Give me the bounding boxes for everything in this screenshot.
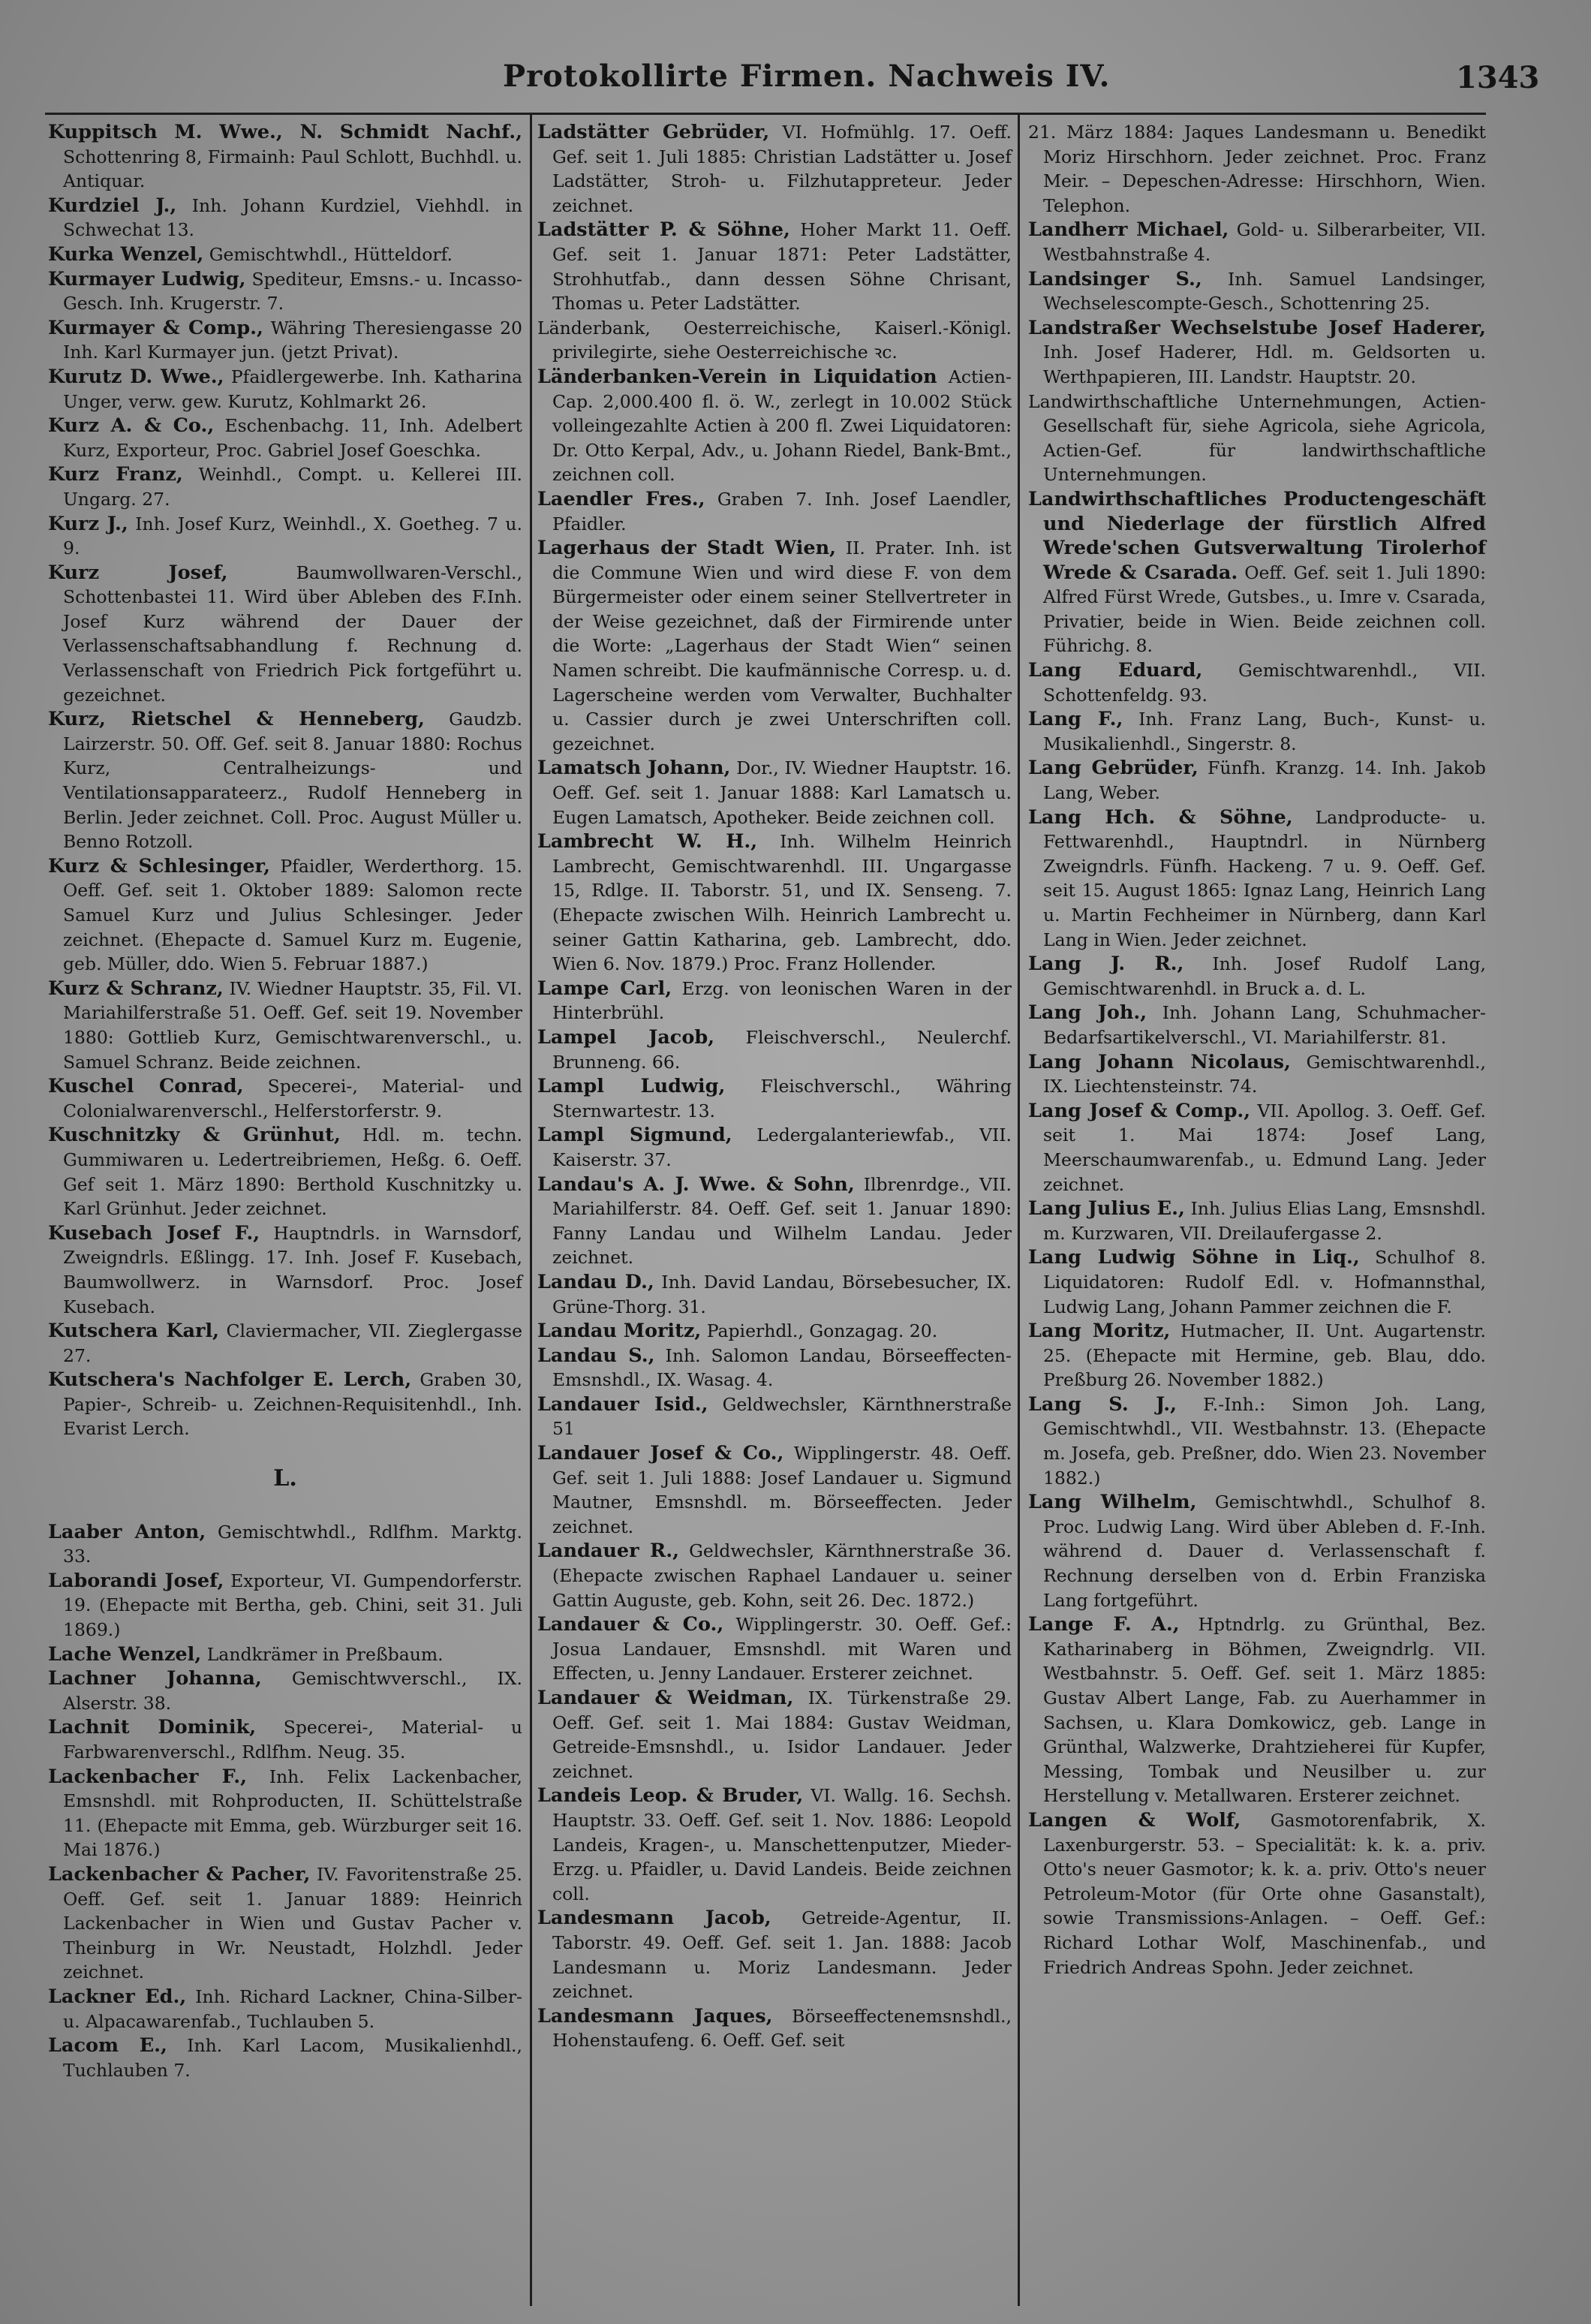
directory-entry <box>1028 1001 1486 1049</box>
directory-entry <box>48 977 522 1074</box>
firm-name: Lamatsch Johann, <box>537 757 731 780</box>
directory-entry <box>1028 1612 1486 1808</box>
entry-text: Hauptndrls. in Warnsdorf, Zweigndrls. Eßlingg. 17. Inh. Josef F. Kusebach, Baumwollwerz. in Warnsdorf. Proc. Josef Kusebach. <box>63 1222 522 1317</box>
entry-text: Hdl. m. techn. Gummiwaren u. Ledertreibriemen, Heßg. 6. Oeff. Gef seit 1. März 1890: Berthold Kuschnitzky u. Karl Grünhut. Jeder zeichnet. <box>63 1124 522 1220</box>
entry-text: Graben 30, Papier-, Schreib- u. Zeichnen-Requisitenhdl., Inh. Evarist Lerch. <box>63 1369 522 1440</box>
directory-entry <box>48 1985 522 2034</box>
entry-text: Inh. Salomon Landau, Börseeffecten-Emsnshdl., IX. Wasag. 4. <box>552 1344 1012 1391</box>
firm-name: Lache Wenzel, <box>48 1642 202 1666</box>
directory-entry <box>48 414 522 462</box>
entry-text: II. Prater. Inh. ist die Commune Wien und wird diese F. von dem Bürgermeister oder einem seiner Stellvertreter in der Weise gezeichnet, daß der Firmirende unter die Worte: „Lagerhaus der Stadt Wien“ seinen Namen schreibt. Die kaufmännische Corresp. u. d. Lagerscheine werden vom Verwalter, Buchhalter u. Cassier durch je zwei Unterschriften coll. gezeichnet. <box>552 537 1012 754</box>
entry-text: Inh. Richard Lackner, China-Silber- u. Alpacawarenfab., Tuchlauben 5. <box>63 1985 522 2032</box>
directory-entry <box>537 120 1012 218</box>
entry-text: Inh. Samuel Landsinger, Wechselescompte-Gesch., Schottenring 25. <box>1043 268 1486 315</box>
directory-entry <box>537 1270 1012 1319</box>
entry-text: Landproducte- u. Fettwarenhdl., Hauptndrl. in Nürnberg Zweigndrls. Fünfh. Hackeng. 7 u. 9. Oeff. Gef. seit 15. August 1865: Ignaz Lang, Heinrich Lang u. Martin Fechheimer in Nürnberg, dann Karl Lang in Wien. Jeder zeichnet. <box>1043 806 1486 950</box>
firm-name: Landau S., <box>537 1344 655 1367</box>
entry-text: Wipplingerstr. 30. Oeff. Gef.: Josua Landauer, Emsnshdl. mit Waren und Effecten, u. Jenny Landauer. Ersterer zeichnet. <box>552 1614 1012 1684</box>
directory-entry <box>48 1074 522 1123</box>
entry-text: Gaudzb. Lairzerstr. 50. Off. Gef. seit 8. Januar 1880: Rochus Kurz, Centralheizungs- und Ventilationsapparateerz., Rudolf Henneberg in Berlin. Jeder zeichnet. Coll. Proc. August Müller u. Benno Rotzoll. <box>63 709 522 853</box>
directory-entry <box>1028 1197 1486 1245</box>
firm-name: Lagerhaus der Stadt Wien, <box>537 537 836 560</box>
firm-name: Ladstätter Gebrüder, <box>537 121 770 143</box>
directory-entry <box>537 1344 1012 1392</box>
entry-text: IV. Favoritenstraße 25. Oeff. Gef. seit 1. Januar 1889: Heinrich Lackenbacher in Wien und Gustav Pacher v. Theinburg in Wr. Neustadt, Holzhdl. Jeder zeichnet. <box>63 1863 522 1983</box>
header-rule <box>45 113 1486 115</box>
entry-text: Hutmacher, II. Unt. Augartenstr. 25. (Ehepacte mit Hermine, geb. Blau, ddo. Preßburg 26. November 1882.) <box>1043 1320 1486 1391</box>
directory-entry <box>48 316 522 365</box>
entry-text: Gemischtwhdl., Hütteldorf. <box>209 243 453 265</box>
firm-name: Laendler Fres., <box>537 487 705 510</box>
entry-text: Specerei-, Material- u Farbwarenverschl., Rdlfhm. Neug. 35. <box>63 1717 523 1763</box>
entry-text: Inh. Franz Lang, Buch-, Kunst- u. Musikalienhdl., Singerstr. 8. <box>1043 709 1486 754</box>
firm-name: Kutschera Karl, <box>48 1320 220 1343</box>
firm-name: Lang Josef & Comp., <box>1028 1099 1251 1122</box>
entry-text: Fleischverschl., Währing Sternwartestr. 13. <box>552 1076 1012 1121</box>
firm-name: Lang S. J., <box>1028 1392 1177 1416</box>
directory-entry <box>537 829 1012 977</box>
entry-text: Inh. Josef Kurz, Weinhdl., X. Goetheg. 7 u. 9. <box>63 513 522 559</box>
directory-entry <box>1028 805 1486 953</box>
entry-text: Inh. Josef Haderer, Hdl. m. Geldsorten u. Werthpapieren, III. Landstr. Hauptstr. 20. <box>1043 342 1486 387</box>
firm-name: Kurmayer & Comp., <box>48 316 263 339</box>
directory-entry <box>537 977 1012 1025</box>
column-right <box>1028 120 1486 1979</box>
directory-entry <box>537 536 1012 756</box>
directory-entry <box>1028 120 1486 218</box>
firm-name: Lang Julius E., <box>1028 1197 1185 1221</box>
firm-name: Kurmayer Ludwig, <box>48 267 246 290</box>
firm-name: Lang J. R., <box>1028 953 1184 976</box>
firm-name: Kutschera's Nachfolger E. Lerch, <box>48 1368 412 1392</box>
directory-entry <box>537 1074 1012 1123</box>
firm-name: Lampl Sigmund, <box>537 1124 732 1147</box>
entry-text: Actien-Cap. 2,000.400 fl. ö. W., zerlegt in 10.002 Stück volleingezahlte Actien à 200 fl. Zwei Liquidatoren: Dr. Otto Kerpal, Adv., u. Johann Riedel, Bank-Bmt., zeichnen coll. <box>552 366 1012 486</box>
entry-text: Gemischtwhdl., Schulhof 8. Proc. Ludwig Lang. Wird über Ableben d. F.-Inh. während d. Dauer d. Verlassenschaft f. Rechnung derselben von d. Erbin Franziska Lang fortgeführt. <box>1043 1492 1486 1611</box>
directory-entry <box>1028 1245 1486 1319</box>
firm-name: Laaber Anton, <box>48 1520 206 1543</box>
entry-text: Eschenbachg. 11, Inh. Adelbert Kurz, Exporteur, Proc. Gabriel Josef Goeschka. <box>63 415 522 461</box>
entry-text: Inh. Julius Elias Lang, Emsnshdl. m. Kurzwaren, VII. Dreilaufergasse 2. <box>1043 1198 1486 1244</box>
firm-name: Lambrecht W. H., <box>537 830 758 853</box>
directory-entry <box>1028 1050 1486 1099</box>
entry-text: IX. Türkenstraße 29. Oeff. Gef. seit 1. Mai 1884: Gustav Weidman, Getreide-Emsnshdl., u. Isidor Landauer. Jeder zeichnet. <box>552 1687 1012 1782</box>
directory-entry <box>1028 1490 1486 1612</box>
firm-name: Lampel Jacob, <box>537 1025 715 1049</box>
firm-name: Landeis Leop. & Bruder, <box>537 1784 804 1808</box>
entry-text: Inh. Wilhelm Heinrich Lambrecht, Gemischtwarenhdl. III. Ungargasse 15, Rdlge. II. Taborstr. 51, und IX. Senseng. 7. (Ehepacte zwischen Wilh. Heinrich Lambrecht u. seiner Gattin Katharina, geb. Lambrecht, ddo. Wien 6. Nov. 1879.) Proc. Franz Hollender. <box>552 831 1012 975</box>
firm-name: Lacom E., <box>48 2034 167 2058</box>
directory-entry <box>1028 756 1486 805</box>
firm-name: Lang Wilhelm, <box>1028 1491 1197 1514</box>
firm-name: Kuschnitzky & Grünhut, <box>48 1124 341 1147</box>
firm-name: Ladstätter P. & Söhne, <box>537 218 790 242</box>
firm-name: Länderbanken-Verein in Liquidation <box>537 365 937 388</box>
entry-text: Landwirthschaftliche Unternehmungen, Actien-Gesellschaft für, siehe Agricola, siehe Agricola, Actien-Gef. für landwirthschaftliche Unternehmungen. <box>1028 390 1486 486</box>
entry-text: Gemischtwhdl., Rdlfhm. Marktg. 33. <box>63 1521 522 1567</box>
entry-text: Fünfh. Kranzg. 14. Inh. Jakob Lang, Weber. <box>1043 757 1486 804</box>
firm-name: Kurutz D. Wwe., <box>48 365 224 388</box>
firm-name: Kuschel Conrad, <box>48 1075 244 1098</box>
directory-entry <box>1028 658 1486 707</box>
directory-entry <box>1028 1099 1486 1197</box>
directory-entry <box>48 512 522 561</box>
entry-text: Schottenring 8, Firmainh: Paul Schlott, Buchhdl. u. Antiquar. <box>63 146 522 192</box>
entry-text: Baumwollwaren-Verschl., Schottenbastei 11. Wird über Ableben des F.Inh. Josef Kurz während der Dauer der Verlassenschaftsabhandlung f. Rechnung d. Verlassenschaft von Friedrich Pick fortgeführt u. gezeichnet. <box>63 561 522 706</box>
firm-name: Lang Ludwig Söhne in Liq., <box>1028 1246 1360 1269</box>
firm-name: Landstraßer Wechselstube Josef Haderer, <box>1028 316 1486 339</box>
entry-text: Ilbrenrdge., VII. Mariahilferstr. 84. Oeff. Gef. seit 1. Januar 1890: Fanny Landau und Wilhelm Landau. Jeder zeichnet. <box>552 1173 1012 1269</box>
firm-name: Lackenbacher F., <box>48 1765 247 1788</box>
entry-text: Wipplingerstr. 48. Oeff. Gef. seit 1. Juli 1888: Josef Landauer u. Sigmund Mautner, Emsnshdl. m. Börseeffecten. Jeder zeichnet. <box>552 1443 1012 1537</box>
firm-name: Laborandi Josef, <box>48 1569 224 1592</box>
directory-entry <box>48 1715 522 1764</box>
firm-name: Kurka Wenzel, <box>48 242 204 266</box>
firm-name: Lachnit Dominik, <box>48 1716 257 1739</box>
directory-entry <box>48 1319 522 1368</box>
directory-entry <box>537 2004 1012 2053</box>
entry-text: Schulhof 8. Liquidatoren: Rudolf Edl. v. Hofmannsthal, Ludwig Lang, Johann Pammer zeichnen die F. <box>1043 1247 1486 1317</box>
directory-entry <box>1028 952 1486 1001</box>
directory-entry <box>48 194 522 242</box>
entry-text: Ledergalanteriewfab., VII. Kaiserstr. 37. <box>552 1124 1012 1170</box>
entry-text: Spediteur, Emsns.- u. Incasso-Gesch. Inh. Krugerstr. 7. <box>63 268 522 315</box>
directory-entry <box>1028 1319 1486 1392</box>
directory-entry <box>537 1906 1012 2003</box>
directory-entry <box>1028 267 1486 316</box>
firm-name: Lackner Ed., <box>48 1985 187 2008</box>
firm-name: Lachner Johanna, <box>48 1667 262 1690</box>
entry-text: Pfaidler, Werderthorg. 15. Oeff. Gef. seit 1. Oktober 1889: Salomon recte Samuel Kurz und Julius Schlesinger. Jeder zeichnet. (Ehepacte d. Samuel Kurz m. Eugenie, geb. Müller, ddo. Wien 5. Februar 1887.) <box>63 855 522 975</box>
entry-text: Weinhdl., Compt. u. Kellerei III. Ungarg. 27. <box>63 464 522 510</box>
firm-name: Kurz A. & Co., <box>48 414 215 438</box>
firm-name: Lange F. A., <box>1028 1613 1180 1636</box>
entry-text: Inh. Josef Rudolf Lang, Gemischtwarenhdl. in Bruck a. d. L. <box>1043 953 1486 999</box>
firm-name: Lang Gebrüder, <box>1028 757 1199 780</box>
firm-name: Lang Eduard, <box>1028 659 1203 682</box>
firm-name: Lang Hch. & Söhne, <box>1028 805 1293 829</box>
firm-name: Kusebach Josef F., <box>48 1221 260 1245</box>
entry-text: Inh. David Landau, Börsebesucher, IX. Grüne-Thorg. 31. <box>552 1271 1012 1317</box>
directory-entry <box>1028 390 1486 487</box>
entry-text: Länderbank, Oesterreichische, Kaiserl.-Königl. privilegirte, siehe Oesterreichische ꝛc. <box>537 317 1012 363</box>
firm-name: Landauer Josef & Co., <box>537 1442 784 1465</box>
firm-name: Kurdziel J., <box>48 194 177 217</box>
firm-name: Kurz & Schranz, <box>48 977 224 1000</box>
entry-text: Inh. Johann Kurdziel, Viehhdl. in Schwechat 13. <box>63 194 522 241</box>
firm-name: Kurz Josef, <box>48 561 228 584</box>
directory-entry <box>537 1441 1012 1539</box>
firm-name: Lang F., <box>1028 708 1123 731</box>
directory-entry <box>48 1368 522 1441</box>
entry-text: Exporteur, VI. Gumpendorferstr. 19. (Ehepacte mit Bertha, geb. Chini, seit 31. Juli 1869.) <box>63 1570 522 1641</box>
entry-text: Graben 7. Inh. Josef Laendler, Pfaidler. <box>552 488 1012 534</box>
entry-text: Gemischtwarenhdl., IX. Liechtensteinstr. 74. <box>1043 1051 1486 1097</box>
entry-text: Fleischverschl., Neulerchf. Brunneng. 66. <box>552 1026 1012 1073</box>
entry-text: Hptndrlg. zu Grünthal, Bez. Katharinaberg in Böhmen, Zweigndrlg. VII. Westbahnstr. 5. Oeff. Gef. seit 1. März 1885: Gustav Albert Lange, Fab. zu Auerhammer in Sachsen, u. Klara Domkowicz, geb. Lange in Grünthal, Walzwerke, Drahtzieherei für Kupfer, Messing, Tombak und Neusilber u. zur Herstellung v. Metallwaren. Ersterer zeichnet. <box>1043 1614 1486 1807</box>
entry-text: Inh. Felix Lackenbacher, Emsnshdl. mit Rohproducten, II. Schüttelstraße 11. (Ehepacte mit Emma, geb. Würzburger seit 16. Mai 1876.) <box>63 1766 522 1861</box>
entry-text: Getreide-Agentur, II. Taborstr. 49. Oeff. Gef. seit 1. Jan. 1888: Jacob Landesmann u. Moriz Landesmann. Jeder zeichnet. <box>552 1907 1012 2003</box>
directory-entry <box>48 707 522 854</box>
directory-entry <box>537 1686 1012 1784</box>
entry-text: Gasmotorenfabrik, X. Laxenburgerstr. 53. – Specialität: k. k. a. priv. Otto's neuer Gasmotor; k. k. a. priv. Otto's neuer Petroleum-Motor (für Orte ohne Gasanstalt), sowie Transmissions-Anlagen. – Oeff. Gef.: Richard Lothar Wolf, Maschinenfab., und Friedrich Andreas Spohn. Jeder zeichnet. <box>1043 1809 1486 1978</box>
directory-entry <box>1028 1808 1486 1979</box>
entry-text: Landkrämer in Preßbaum. <box>206 1643 444 1665</box>
entry-text: IV. Wiedner Hauptstr. 35, Fil. VI. Mariahilferstraße 51. Oeff. Gef. seit 19. November 1880: Gottlieb Kurz, Gemischtwarenverschl., u. Samuel Schranz. Beide zeichnen. <box>63 977 522 1073</box>
directory-entry <box>537 1319 1012 1344</box>
running-head: Protokollirte Firmen. Nachweis IV. <box>503 59 1111 94</box>
firm-name: Landauer & Weidman, <box>537 1687 794 1709</box>
column-middle <box>537 120 1012 2053</box>
firm-name: Landesmann Jacob, <box>537 1907 771 1930</box>
firm-name: Kurz J., <box>48 512 128 535</box>
entry-text: Inh. Karl Lacom, Musikalienhdl., Tuchlauben 7. <box>63 2035 522 2081</box>
directory-entry <box>48 1221 522 1319</box>
directory-entry <box>537 1392 1012 1441</box>
firm-name: Landesmann Jaques, <box>537 2004 773 2027</box>
column-divider <box>1018 114 1020 2306</box>
firm-name: Kurz, Rietschel & Henneberg, <box>48 708 425 731</box>
firm-name: Landau D., <box>537 1270 654 1293</box>
entry-text: VII. Apollog. 3. Oeff. Gef. seit 1. Mai 1874: Josef Lang, Meerschaumwarenfab., u. Edmund Lang. Jeder zeichnet. <box>1043 1100 1486 1195</box>
directory-entry <box>48 1569 522 1642</box>
firm-name: Landau Moritz, <box>537 1320 702 1343</box>
firm-name: Lang Joh., <box>1028 1001 1147 1025</box>
entry-text: Oeff. Gef. seit 1. Juli 1890: Alfred Fürst Wrede, Gutsbes., u. Imre v. Csarada, Privatier, beide in Wien. Beide zeichnen coll. Führichg. 8. <box>1043 561 1486 657</box>
directory-entry <box>1028 487 1486 658</box>
column-left <box>48 120 522 2082</box>
firm-name: Landsinger S., <box>1028 267 1202 290</box>
firm-name: Landauer Isid., <box>537 1392 708 1416</box>
directory-entry <box>48 1666 522 1715</box>
directory-entry <box>537 1025 1012 1074</box>
entry-text: Pfaidlergewerbe. Inh. Katharina Unger, verw. gew. Kurutz, Kohlmarkt 26. <box>63 366 522 412</box>
directory-entry <box>48 561 522 708</box>
directory-entry <box>48 1520 522 1569</box>
firm-name: Lang Moritz, <box>1028 1320 1171 1343</box>
directory-entry <box>1028 707 1486 756</box>
entry-text: Geldwechsler, Kärnthnerstraße 36. (Ehepacte zwischen Raphael Landauer u. seiner Gattin Auguste, geb. Kohn, seit 26. Dec. 1872.) <box>552 1540 1012 1611</box>
firm-name: Kurz Franz, <box>48 463 183 486</box>
directory-entry <box>48 267 522 316</box>
firm-name: Landau's A. J. Wwe. & Sohn, <box>537 1173 855 1196</box>
directory-entry <box>48 2034 522 2082</box>
directory-entry <box>1028 1392 1486 1490</box>
firm-name: Lampe Carl, <box>537 977 672 1000</box>
firm-name: Landherr Michael, <box>1028 218 1229 242</box>
directory-entry <box>48 462 522 511</box>
firm-name: Kurz & Schlesinger, <box>48 854 271 878</box>
directory-entry <box>537 218 1012 315</box>
entry-text: Gemischtwverschl., IX. Alserstr. 38. <box>63 1668 522 1714</box>
directory-entry <box>48 854 522 977</box>
directory-entry <box>537 1612 1012 1686</box>
directory-entry <box>537 1173 1012 1270</box>
directory-entry <box>48 1765 522 1862</box>
section-letter: L. <box>273 1465 297 1492</box>
directory-entry <box>48 365 522 414</box>
directory-entry <box>537 365 1012 487</box>
firm-name: Landauer R., <box>537 1540 679 1563</box>
directory-entry <box>537 487 1012 536</box>
entry-text: Erzg. von leonischen Waren in der Hinterbrühl. <box>552 977 1012 1024</box>
entry-text: Specerei-, Material- und Colonialwarenverschl., Helferstorferstr. 9. <box>63 1076 522 1121</box>
firm-name: Kuppitsch M. Wwe., N. Schmidt Nachf., <box>48 121 522 143</box>
page-number: 1343 <box>1456 60 1540 95</box>
entry-text: VI. Hofmühlg. 17. Oeff. Gef. seit 1. Juli 1885: Christian Ladstätter u. Josef Ladstätter, Stroh- u. Filzhutappreteur. Jeder zeichnet. <box>552 122 1012 216</box>
entry-text: VI. Wallg. 16. Sechsh. Hauptstr. 33. Oeff. Gef. seit 1. Nov. 1886: Leopold Landeis, Kragen-, u. Manschettenputzer, Mieder-Erzg. u. Pfaidler, u. David Landeis. Beide zeichnen coll. <box>552 1785 1012 1904</box>
firm-name: Landauer & Co., <box>537 1613 724 1636</box>
entry-text: F.-Inh.: Simon Joh. Lang, Gemischtwhdl., VII. Westbahnstr. 13. (Ehepacte m. Josefa, geb. Preßner, ddo. Wien 23. November 1882.) <box>1043 1393 1486 1489</box>
directory-entry <box>48 120 522 194</box>
firm-name: Langen & Wolf, <box>1028 1808 1241 1832</box>
firm-name: Lackenbacher & Pacher, <box>48 1862 311 1886</box>
entry-text: Claviermacher, VII. Zieglergasse 27. <box>63 1320 522 1366</box>
column-divider <box>530 114 532 2306</box>
directory-entry <box>48 1642 522 1667</box>
firm-name: Lampl Ludwig, <box>537 1075 726 1098</box>
entry-text: Dor., IV. Wiedner Hauptstr. 16. Oeff. Gef. seit 1. Januar 1888: Karl Lamatsch u. Eugen Lamatsch, Apotheker. Beide zeichnen coll. <box>552 757 1012 828</box>
directory-entry <box>537 1539 1012 1612</box>
firm-name: Landwirthschaftliches Productengeschäft und Niederlage der fürstlich Alfred Wrede'schen Gutsverwaltung Tirolerhof Wrede & Csarada. <box>1028 487 1486 584</box>
directory-entry <box>537 1123 1012 1172</box>
entry-text: Inh. Johann Lang, Schuhmacher-Bedarfsartikelverschl., VI. Mariahilferstr. 81. <box>1043 1002 1486 1048</box>
directory-entry <box>537 756 1012 829</box>
entry-text: 21. März 1884: Jaques Landesmann u. Benedikt Moriz Hirschhorn. Jeder zeichnet. Proc. Franz Meir. – Depeschen-Adresse: Hirschhorn, Wien. Telephon. <box>1028 122 1486 216</box>
directory-entry <box>48 242 522 267</box>
entry-text: Gold- u. Silberarbeiter, VII. Westbahnstraße 4. <box>1043 219 1486 265</box>
directory-entry <box>537 316 1012 365</box>
entry-text: Geldwechsler, Kärnthnerstraße 51 <box>552 1393 1012 1440</box>
entry-text: Hoher Markt 11. Oeff. Gef. seit 1. Januar 1871: Peter Ladstätter, Strohhutfab., dann dessen Söhne Chrisant, Thomas u. Peter Ladstätter. <box>552 219 1012 315</box>
directory-entry <box>537 1784 1012 1906</box>
entry-text: Börseeffectenemsnshdl., Hohenstaufeng. 6. Oeff. Gef. seit <box>552 2005 1012 2052</box>
directory-entry <box>48 1862 522 1985</box>
firm-name: Lang Johann Nicolaus, <box>1028 1050 1291 1073</box>
entry-text: Papierhdl., Gonzagag. 20. <box>706 1320 938 1342</box>
directory-entry <box>48 1123 522 1221</box>
directory-entry <box>1028 316 1486 390</box>
entry-text: Gemischtwarenhdl., VII. Schottenfeldg. 93. <box>1043 660 1486 706</box>
directory-entry <box>1028 218 1486 266</box>
entry-text: Währing Theresiengasse 20 Inh. Karl Kurmayer jun. (jetzt Privat). <box>63 317 522 363</box>
